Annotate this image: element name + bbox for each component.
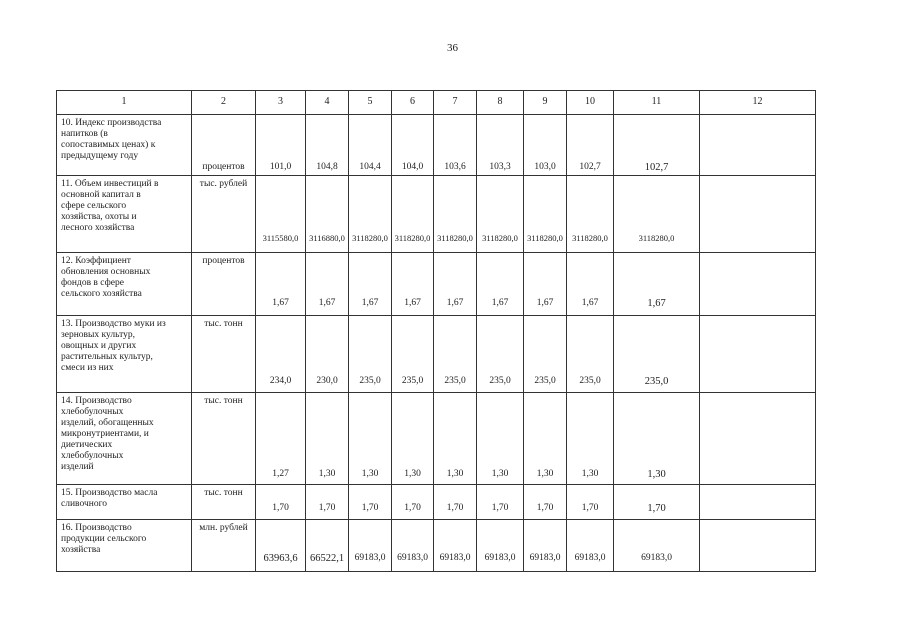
value-cell: 230,0 <box>306 316 349 393</box>
value-cell: 69183,0 <box>567 520 614 572</box>
indicator-name: 15. Производство масла сливочного <box>57 485 192 520</box>
header-cell: 6 <box>392 91 434 115</box>
value-cell: 235,0 <box>524 316 567 393</box>
value-cell: 234,0 <box>256 316 306 393</box>
value-cell: 103,6 <box>434 115 477 176</box>
value-cell: 1,70 <box>434 485 477 520</box>
indicator-name: 10. Индекс производства напитков (в сопоставимых ценах) к предыдущему году <box>57 115 192 176</box>
indicator-name: 16. Производство продукции сельского хозяйства <box>57 520 192 572</box>
header-cell: 2 <box>192 91 256 115</box>
table-row <box>57 316 816 393</box>
value-cell: 1,70 <box>614 485 700 520</box>
value-cell: 104,0 <box>392 115 434 176</box>
value-cell: 3118280,0 <box>392 176 434 253</box>
value-cell: 235,0 <box>614 316 700 393</box>
indicator-name: 13. Производство муки из зерновых культур, овощных и других растительных культур, смеси из них <box>57 316 192 393</box>
value-cell: 1,30 <box>392 393 434 485</box>
value-cell: 104,4 <box>349 115 392 176</box>
header-cell: 3 <box>256 91 306 115</box>
value-cell: 69183,0 <box>614 520 700 572</box>
value-cell: 235,0 <box>567 316 614 393</box>
note-cell <box>700 253 816 316</box>
value-cell: 103,3 <box>477 115 524 176</box>
indicators-table <box>56 90 816 572</box>
value-cell: 3118280,0 <box>614 176 700 253</box>
value-cell: 1,67 <box>477 253 524 316</box>
table-header-row <box>57 91 816 115</box>
header-cell: 9 <box>524 91 567 115</box>
table-row <box>57 115 816 176</box>
value-cell: 66522,1 <box>306 520 349 572</box>
value-cell: 1,70 <box>567 485 614 520</box>
value-cell: 1,67 <box>434 253 477 316</box>
unit-cell: тыс. тонн <box>192 316 256 393</box>
value-cell: 3115580,0 <box>256 176 306 253</box>
value-cell: 1,30 <box>349 393 392 485</box>
table-row <box>57 485 816 520</box>
value-cell: 69183,0 <box>434 520 477 572</box>
unit-cell: тыс. тонн <box>192 393 256 485</box>
unit-cell: тыс. рублей <box>192 176 256 253</box>
value-cell: 1,70 <box>477 485 524 520</box>
value-cell: 1,67 <box>256 253 306 316</box>
value-cell: 1,70 <box>306 485 349 520</box>
header-cell: 1 <box>57 91 192 115</box>
value-cell: 102,7 <box>614 115 700 176</box>
header-cell: 4 <box>306 91 349 115</box>
unit-cell: процентов <box>192 115 256 176</box>
value-cell: 1,30 <box>477 393 524 485</box>
value-cell: 69183,0 <box>477 520 524 572</box>
value-cell: 102,7 <box>567 115 614 176</box>
unit-cell: млн. рублей <box>192 520 256 572</box>
indicator-name: 14. Производство хлебобулочных изделий, обогащенных микронутриентами, и диетических хлебобулочных изделий <box>57 393 192 485</box>
page-number: 36 <box>447 42 458 54</box>
value-cell: 104,8 <box>306 115 349 176</box>
value-cell: 3118280,0 <box>349 176 392 253</box>
value-cell: 1,67 <box>349 253 392 316</box>
value-cell: 69183,0 <box>392 520 434 572</box>
value-cell: 1,70 <box>256 485 306 520</box>
value-cell: 1,67 <box>306 253 349 316</box>
table-row <box>57 520 816 572</box>
unit-cell: процентов <box>192 253 256 316</box>
note-cell <box>700 115 816 176</box>
value-cell: 63963,6 <box>256 520 306 572</box>
value-cell: 1,67 <box>567 253 614 316</box>
header-cell: 8 <box>477 91 524 115</box>
value-cell: 235,0 <box>477 316 524 393</box>
value-cell: 69183,0 <box>524 520 567 572</box>
value-cell: 69183,0 <box>349 520 392 572</box>
unit-cell: тыс. тонн <box>192 485 256 520</box>
value-cell: 3118280,0 <box>524 176 567 253</box>
note-cell <box>700 485 816 520</box>
value-cell: 3116880,0 <box>306 176 349 253</box>
table-row <box>57 393 816 485</box>
header-cell: 11 <box>614 91 700 115</box>
note-cell <box>700 520 816 572</box>
note-cell <box>700 393 816 485</box>
value-cell: 1,70 <box>524 485 567 520</box>
table-row <box>57 176 816 253</box>
indicator-name: 12. Коэффициент обновления основных фондов в сфере сельского хозяйства <box>57 253 192 316</box>
value-cell: 1,27 <box>256 393 306 485</box>
value-cell: 1,70 <box>349 485 392 520</box>
value-cell: 1,30 <box>306 393 349 485</box>
header-cell: 10 <box>567 91 614 115</box>
value-cell: 1,30 <box>614 393 700 485</box>
value-cell: 3118280,0 <box>477 176 524 253</box>
header-cell: 12 <box>700 91 816 115</box>
value-cell: 1,30 <box>524 393 567 485</box>
value-cell: 101,0 <box>256 115 306 176</box>
value-cell: 235,0 <box>349 316 392 393</box>
note-cell <box>700 176 816 253</box>
value-cell: 1,67 <box>524 253 567 316</box>
header-cell: 7 <box>434 91 477 115</box>
value-cell: 1,70 <box>392 485 434 520</box>
value-cell: 3118280,0 <box>567 176 614 253</box>
header-cell: 5 <box>349 91 392 115</box>
value-cell: 1,67 <box>392 253 434 316</box>
value-cell: 1,30 <box>434 393 477 485</box>
value-cell: 235,0 <box>434 316 477 393</box>
value-cell: 235,0 <box>392 316 434 393</box>
table-row <box>57 253 816 316</box>
value-cell: 103,0 <box>524 115 567 176</box>
note-cell <box>700 316 816 393</box>
indicator-name: 11. Объем инвестиций в основной капитал в сфере сельского хозяйства, охоты и лесного хозяйства <box>57 176 192 253</box>
value-cell: 3118280,0 <box>434 176 477 253</box>
value-cell: 1,30 <box>567 393 614 485</box>
value-cell: 1,67 <box>614 253 700 316</box>
